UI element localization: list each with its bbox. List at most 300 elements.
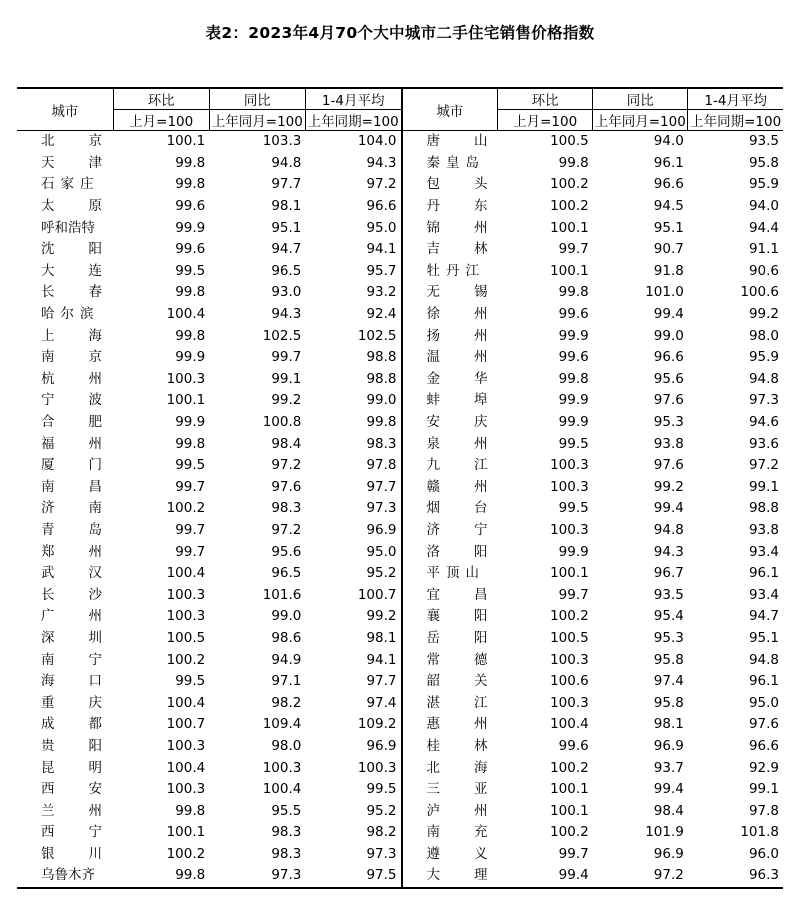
mom-cell: 100.6: [550, 673, 589, 690]
avg-cell: 97.7: [366, 478, 397, 495]
mom-cell: 100.3: [166, 608, 206, 625]
avg-cell: 97.8: [366, 457, 397, 474]
mom-cell: 99.9: [558, 543, 589, 560]
mom-cell: 100.1: [166, 133, 206, 150]
mom-header-right: 环比: [498, 88, 593, 110]
mom-cell: 100.1: [550, 565, 589, 582]
city-cell: 北京: [41, 133, 136, 150]
yoy-cell: 97.7: [271, 176, 302, 193]
mom-cell: 99.7: [175, 543, 206, 560]
yoy-cell: 90.7: [653, 241, 684, 258]
yoy-cell: 99.2: [271, 392, 302, 409]
yoy-cell: 103.3: [262, 133, 302, 150]
city-cell: 沈阳: [41, 241, 136, 258]
city-cell: 泉州: [402, 433, 498, 455]
yoy-cell: 93.0: [271, 284, 302, 301]
yoy-cell: 95.1: [653, 219, 684, 236]
avg-header: 1-4月平均: [305, 88, 401, 110]
city-cell: 昆明: [41, 759, 136, 776]
avg-base-header-right: 上年同期=100: [688, 110, 783, 131]
yoy-cell: 96.9: [653, 737, 684, 754]
yoy-cell: 97.4: [653, 673, 684, 690]
city-cell: 牡丹江: [402, 261, 498, 283]
city-cell: 乌鲁木齐: [17, 865, 113, 888]
mom-cell: 100.4: [166, 565, 206, 582]
table-row: [17, 865, 783, 888]
avg-cell: 96.9: [366, 521, 397, 538]
avg-cell: 91.1: [748, 241, 779, 258]
yoy-cell: 99.4: [653, 500, 684, 517]
yoy-cell: 96.1: [653, 154, 684, 171]
mom-cell: 99.9: [558, 327, 589, 344]
city-cell: 郑州: [41, 543, 136, 560]
yoy-cell: 97.2: [271, 457, 302, 474]
yoy-cell: 94.8: [271, 154, 302, 171]
mom-cell: 100.2: [550, 824, 589, 841]
city-cell: 呼和浩特: [41, 219, 95, 236]
city-cell: 泸州: [402, 800, 498, 822]
table-row: [17, 563, 783, 585]
yoy-cell: 96.6: [653, 349, 684, 366]
mom-base-header-right: 上月=100: [498, 110, 593, 131]
table-row: [17, 261, 783, 283]
mom-cell: 99.6: [558, 306, 589, 323]
yoy-cell: 93.7: [653, 759, 684, 776]
yoy-cell: 96.7: [653, 565, 684, 582]
avg-cell: 97.8: [748, 802, 779, 819]
mom-cell: 99.8: [558, 370, 589, 387]
mom-cell: 99.9: [175, 349, 206, 366]
yoy-cell: 95.6: [271, 543, 302, 560]
yoy-cell: 96.6: [653, 176, 684, 193]
city-cell: 天津: [41, 154, 136, 171]
table-row: [17, 369, 783, 391]
mom-cell: 100.2: [166, 651, 206, 668]
yoy-cell: 98.4: [271, 435, 302, 452]
mom-cell: 99.8: [558, 284, 589, 301]
avg-cell: 95.0: [748, 694, 779, 711]
mom-cell: 100.2: [550, 198, 589, 215]
yoy-cell: 99.4: [653, 781, 684, 798]
yoy-cell: 94.9: [271, 651, 302, 668]
avg-cell: 95.2: [366, 565, 397, 582]
mom-cell: 100.1: [550, 219, 589, 236]
table-row: [17, 606, 783, 628]
table-row: [17, 800, 783, 822]
avg-cell: 96.3: [688, 865, 783, 888]
avg-cell: 97.7: [366, 673, 397, 690]
city-cell: 南充: [402, 822, 498, 844]
mom-cell: 99.7: [558, 586, 589, 603]
city-cell: 南京: [41, 349, 136, 366]
avg-cell: 92.4: [366, 306, 397, 323]
table-row: [17, 433, 783, 455]
table-row: [17, 628, 783, 650]
city-cell: 大理: [402, 865, 498, 888]
city-cell: 济宁: [402, 520, 498, 542]
avg-cell: 94.0: [748, 198, 779, 215]
city-cell: 安庆: [402, 412, 498, 434]
table-row: [17, 131, 783, 153]
avg-cell: 95.9: [748, 176, 779, 193]
city-cell: 烟台: [402, 498, 498, 520]
city-cell: 海口: [41, 673, 136, 690]
header-row-2: [17, 110, 783, 131]
yoy-cell: 98.3: [271, 500, 302, 517]
mom-cell: 100.4: [166, 694, 206, 711]
mom-cell: 99.8: [175, 435, 206, 452]
avg-cell: 95.8: [748, 154, 779, 171]
yoy-cell: 100.8: [262, 414, 302, 431]
avg-cell: 101.8: [740, 824, 779, 841]
city-cell: 厦门: [41, 457, 136, 474]
city-header-right: 城市: [402, 88, 498, 131]
mom-cell: 99.5: [175, 673, 206, 690]
avg-cell: 100.3: [357, 759, 397, 776]
avg-cell: 99.2: [748, 306, 779, 323]
table-row: [17, 822, 783, 844]
table-row: [17, 779, 783, 801]
header-row-1: [17, 88, 783, 110]
mom-cell: 99.4: [498, 865, 593, 888]
yoy-cell: 98.6: [271, 629, 302, 646]
avg-cell: 95.1: [748, 629, 779, 646]
table-row: [17, 714, 783, 736]
mom-cell: 99.7: [558, 241, 589, 258]
city-cell: 太原: [41, 198, 136, 215]
avg-cell: 98.2: [366, 824, 397, 841]
yoy-cell: 100.4: [262, 781, 302, 798]
yoy-cell: 96.5: [271, 262, 302, 279]
mom-cell: 100.3: [166, 781, 206, 798]
city-cell: 金华: [402, 369, 498, 391]
yoy-cell: 94.3: [271, 306, 302, 323]
table-row: [17, 390, 783, 412]
mom-cell: 100.2: [550, 176, 589, 193]
avg-cell: 99.8: [366, 414, 397, 431]
avg-cell: 98.0: [748, 327, 779, 344]
avg-cell: 94.1: [366, 241, 397, 258]
mom-cell: 99.7: [175, 478, 206, 495]
mom-cell: 99.5: [175, 262, 206, 279]
mom-cell: 100.4: [166, 759, 206, 776]
yoy-cell: 96.9: [653, 845, 684, 862]
mom-cell: 99.9: [558, 392, 589, 409]
avg-cell: 93.8: [748, 521, 779, 538]
mom-cell: 100.3: [166, 586, 206, 603]
mom-cell: 100.3: [550, 521, 589, 538]
yoy-cell: 101.0: [645, 284, 684, 301]
city-cell: 平顶山: [402, 563, 498, 585]
mom-cell: 99.5: [175, 457, 206, 474]
city-cell: 石家庄: [41, 176, 100, 193]
city-cell: 桂林: [402, 736, 498, 758]
yoy-cell: 95.4: [653, 608, 684, 625]
city-cell: 银川: [41, 845, 136, 862]
avg-cell: 95.0: [366, 219, 397, 236]
yoy-cell: 97.6: [271, 478, 302, 495]
yoy-cell: 100.3: [262, 759, 302, 776]
table-row: [17, 455, 783, 477]
avg-cell: 97.3: [366, 500, 397, 517]
yoy-cell: 95.6: [653, 370, 684, 387]
avg-cell: 95.9: [748, 349, 779, 366]
table-row: [17, 541, 783, 563]
avg-cell: 93.6: [748, 435, 779, 452]
avg-cell: 97.2: [748, 457, 779, 474]
mom-cell: 99.8: [175, 284, 206, 301]
yoy-cell: 95.8: [653, 694, 684, 711]
city-cell: 广州: [41, 608, 136, 625]
city-cell: 湛江: [402, 692, 498, 714]
avg-cell: 94.8: [748, 651, 779, 668]
avg-cell: 95.0: [366, 543, 397, 560]
yoy-cell: 95.3: [653, 629, 684, 646]
city-cell: 重庆: [41, 694, 136, 711]
mom-cell: 99.6: [558, 737, 589, 754]
avg-cell: 95.2: [366, 802, 397, 819]
mom-cell: 99.6: [175, 198, 206, 215]
city-cell: 唐山: [402, 131, 498, 153]
yoy-header-right: 同比: [593, 88, 688, 110]
city-cell: 惠州: [402, 714, 498, 736]
mom-cell: 100.2: [550, 608, 589, 625]
avg-cell: 98.8: [366, 370, 397, 387]
avg-cell: 97.4: [366, 694, 397, 711]
city-cell: 成都: [41, 716, 136, 733]
avg-cell: 99.1: [748, 781, 779, 798]
price-index-table: [17, 87, 783, 889]
mom-cell: 100.1: [550, 262, 589, 279]
city-cell: 深圳: [41, 629, 136, 646]
city-cell: 无锡: [402, 282, 498, 304]
mom-cell: 100.3: [166, 370, 206, 387]
yoy-cell: 102.5: [262, 327, 302, 344]
yoy-cell: 96.5: [271, 565, 302, 582]
yoy-header: 同比: [209, 88, 305, 110]
city-cell: 哈尔滨: [41, 306, 100, 323]
yoy-cell: 97.6: [653, 392, 684, 409]
city-cell: 上海: [41, 327, 136, 344]
mom-cell: 100.2: [550, 759, 589, 776]
avg-cell: 98.8: [748, 500, 779, 517]
city-cell: 宁波: [41, 392, 136, 409]
mom-cell: 99.8: [558, 154, 589, 171]
city-cell: 南昌: [41, 478, 136, 495]
yoy-cell: 99.4: [653, 306, 684, 323]
mom-cell: 99.6: [175, 241, 206, 258]
yoy-cell: 95.3: [653, 414, 684, 431]
city-cell: 宜昌: [402, 584, 498, 606]
table-row: [17, 412, 783, 434]
mom-cell: 100.2: [166, 845, 206, 862]
mom-cell: 100.3: [166, 737, 206, 754]
avg-cell: 94.4: [748, 219, 779, 236]
table-row: [17, 153, 783, 175]
mom-cell: 100.7: [166, 716, 206, 733]
avg-cell: 96.1: [748, 673, 779, 690]
city-cell: 长春: [41, 284, 136, 301]
avg-cell: 94.7: [748, 608, 779, 625]
table-row: [17, 692, 783, 714]
yoy-cell: 99.1: [271, 370, 302, 387]
mom-cell: 99.5: [558, 500, 589, 517]
avg-cell: 94.3: [366, 154, 397, 171]
avg-cell: 98.8: [366, 349, 397, 366]
city-cell: 洛阳: [402, 541, 498, 563]
yoy-cell: 101.6: [262, 586, 302, 603]
city-cell: 西宁: [41, 824, 136, 841]
city-cell: 合肥: [41, 414, 136, 431]
yoy-cell: 91.8: [653, 262, 684, 279]
avg-cell: 98.1: [366, 629, 397, 646]
mom-cell: 100.1: [166, 824, 206, 841]
table-row: [17, 217, 783, 239]
city-cell: 长沙: [41, 586, 136, 603]
avg-cell: 96.0: [748, 845, 779, 862]
table-row: [17, 325, 783, 347]
city-cell: 扬州: [402, 325, 498, 347]
table-body: [17, 131, 783, 888]
yoy-cell: 98.1: [653, 716, 684, 733]
mom-cell: 99.8: [175, 154, 206, 171]
avg-cell: 96.1: [748, 565, 779, 582]
yoy-cell: 97.6: [653, 457, 684, 474]
yoy-cell: 97.3: [209, 865, 305, 888]
city-cell: 北海: [402, 757, 498, 779]
avg-cell: 93.2: [366, 284, 397, 301]
avg-cell: 99.5: [366, 781, 397, 798]
city-cell: 遵义: [402, 844, 498, 866]
yoy-cell: 93.8: [653, 435, 684, 452]
city-cell: 兰州: [41, 802, 136, 819]
table-row: [17, 736, 783, 758]
table-row: [17, 671, 783, 693]
yoy-cell: 109.4: [262, 716, 302, 733]
city-header: 城市: [17, 88, 113, 131]
avg-cell: 100.6: [740, 284, 779, 301]
yoy-cell: 95.5: [271, 802, 302, 819]
avg-cell: 97.3: [366, 845, 397, 862]
yoy-cell: 93.5: [653, 586, 684, 603]
yoy-cell: 94.0: [653, 133, 684, 150]
table-row: [17, 520, 783, 542]
yoy-cell: 101.9: [645, 824, 684, 841]
table-row: [17, 304, 783, 326]
yoy-cell: 98.1: [271, 198, 302, 215]
table-row: [17, 757, 783, 779]
city-cell: 赣州: [402, 477, 498, 499]
avg-cell: 94.8: [748, 370, 779, 387]
mom-cell: 100.5: [550, 133, 589, 150]
table-row: [17, 239, 783, 261]
page-title: 表2：2023年4月70个大中城市二手住宅销售价格指数: [205, 24, 595, 42]
city-cell: 温州: [402, 347, 498, 369]
mom-cell: 99.7: [175, 521, 206, 538]
table-row: [17, 844, 783, 866]
avg-cell: 95.7: [366, 262, 397, 279]
city-cell: 徐州: [402, 304, 498, 326]
table-row: [17, 196, 783, 218]
avg-cell: 97.2: [366, 176, 397, 193]
table-row: [17, 584, 783, 606]
mom-base-header: 上月=100: [113, 110, 209, 131]
avg-cell: 97.3: [748, 392, 779, 409]
avg-cell: 94.1: [366, 651, 397, 668]
mom-cell: 100.1: [550, 781, 589, 798]
avg-cell: 93.4: [748, 543, 779, 560]
city-cell: 包头: [402, 174, 498, 196]
city-cell: 襄阳: [402, 606, 498, 628]
yoy-cell: 98.0: [271, 737, 302, 754]
mom-cell: 100.4: [166, 306, 206, 323]
yoy-cell: 94.3: [653, 543, 684, 560]
city-cell: 济南: [41, 500, 136, 517]
mom-cell: 100.3: [550, 457, 589, 474]
city-cell: 杭州: [41, 370, 136, 387]
mom-cell: 100.4: [550, 716, 589, 733]
avg-cell: 93.5: [748, 133, 779, 150]
mom-cell: 99.9: [175, 414, 206, 431]
avg-cell: 100.7: [357, 586, 397, 603]
table-row: [17, 477, 783, 499]
city-cell: 丹东: [402, 196, 498, 218]
mom-cell: 99.7: [558, 845, 589, 862]
yoy-cell: 99.0: [653, 327, 684, 344]
yoy-cell: 98.3: [271, 824, 302, 841]
avg-cell: 96.6: [366, 198, 397, 215]
yoy-cell: 97.2: [593, 865, 688, 888]
city-cell: 西安: [41, 781, 136, 798]
yoy-cell: 95.8: [653, 651, 684, 668]
avg-header-right: 1-4月平均: [688, 88, 783, 110]
mom-cell: 99.6: [558, 349, 589, 366]
city-cell: 九江: [402, 455, 498, 477]
table-row: [17, 498, 783, 520]
city-cell: 蚌埠: [402, 390, 498, 412]
city-cell: 锦州: [402, 217, 498, 239]
mom-cell: 100.5: [166, 629, 206, 646]
yoy-cell: 99.2: [653, 478, 684, 495]
city-cell: 常德: [402, 649, 498, 671]
yoy-cell: 94.5: [653, 198, 684, 215]
city-cell: 贵阳: [41, 737, 136, 754]
city-cell: 南宁: [41, 651, 136, 668]
mom-cell: 100.5: [550, 629, 589, 646]
table-row: [17, 174, 783, 196]
city-cell: 青岛: [41, 521, 136, 538]
city-cell: 韶关: [402, 671, 498, 693]
table-row: [17, 649, 783, 671]
yoy-cell: 97.1: [271, 673, 302, 690]
mom-cell: 100.3: [550, 478, 589, 495]
avg-cell: 97.5: [305, 865, 401, 888]
avg-cell: 96.6: [748, 737, 779, 754]
mom-header: 环比: [113, 88, 209, 110]
city-cell: 吉林: [402, 239, 498, 261]
avg-cell: 109.2: [357, 716, 397, 733]
yoy-cell: 99.0: [271, 608, 302, 625]
city-cell: 三亚: [402, 779, 498, 801]
avg-cell: 92.9: [748, 759, 779, 776]
yoy-cell: 95.1: [271, 219, 302, 236]
avg-cell: 98.3: [366, 435, 397, 452]
yoy-cell: 94.8: [653, 521, 684, 538]
yoy-cell: 98.2: [271, 694, 302, 711]
city-cell: 大连: [41, 262, 136, 279]
city-cell: 武汉: [41, 565, 136, 582]
avg-cell: 102.5: [357, 327, 397, 344]
